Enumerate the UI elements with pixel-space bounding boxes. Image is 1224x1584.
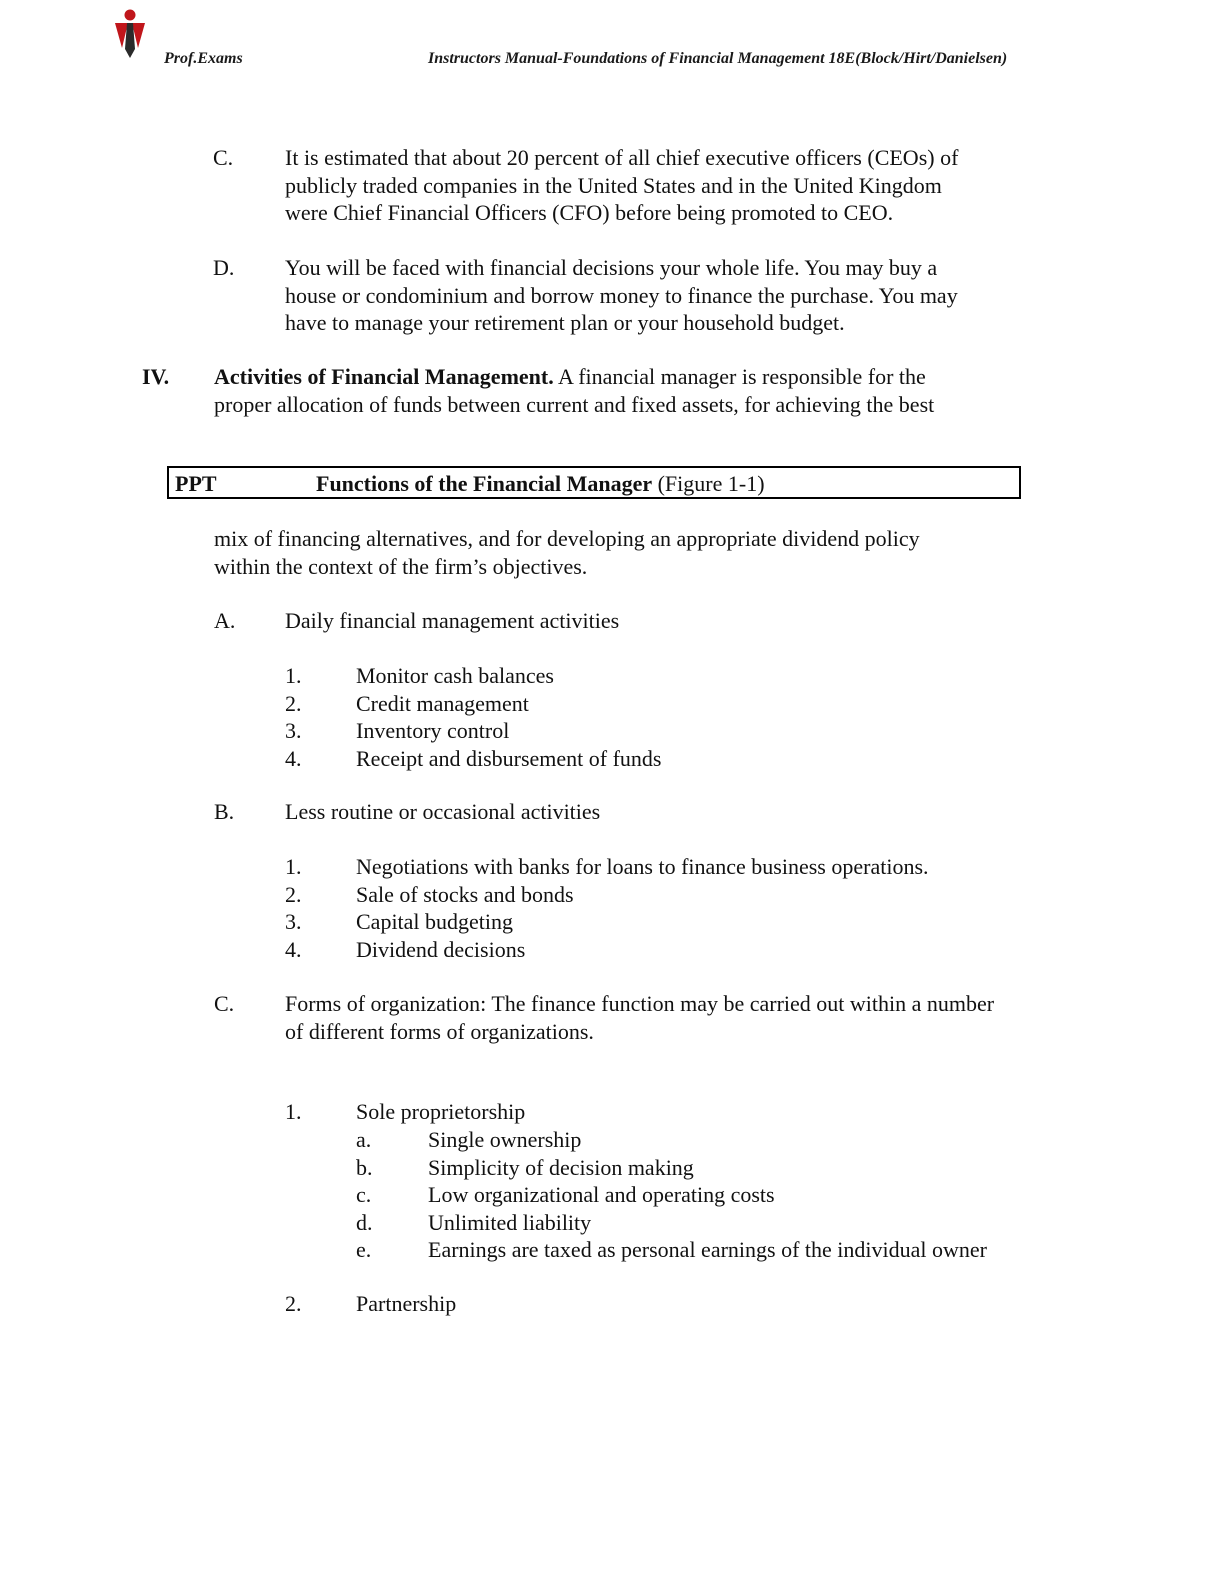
section-d-label: D.	[213, 255, 235, 280]
header-left-text: Prof.Exams	[164, 50, 243, 67]
sub-a-list	[285, 662, 662, 772]
list-item: a. Single ownership	[356, 1127, 582, 1152]
ppt-tag: PPT	[175, 471, 217, 496]
ppt-callout-box	[167, 466, 1021, 499]
list-item: 2. Sale of stocks and bonds	[285, 881, 574, 907]
text-line: were Chief Financial Officers (CFO) before being promoted to CEO.	[285, 200, 894, 225]
sub-a-label: A.	[214, 608, 236, 633]
sub-b-label: B.	[214, 799, 235, 824]
sub-c-item-1-text: Sole proprietorship	[356, 1099, 526, 1124]
sub-a-title: Daily financial management activities	[285, 608, 620, 633]
text-line: It is estimated that about 20 percent of all chief executive officers (CEOs) of	[285, 145, 959, 170]
section-d-paragraph	[285, 254, 958, 337]
text-line: proper allocation of funds between current and fixed assets, for achieving the best	[214, 391, 935, 417]
sub-c-item-2-text: Partnership	[356, 1291, 457, 1316]
text-line: of different forms of organizations.	[285, 1018, 594, 1044]
ppt-figure-ref: (Figure 1-1)	[652, 471, 765, 496]
header-right-text: Instructors Manual-Foundations of Financial Management 18E(Block/Hirt/Danielsen)	[428, 50, 1008, 67]
sub-c-item-2-num: 2.	[285, 1291, 302, 1316]
brand-logo-icon	[112, 4, 148, 60]
text-span: A financial manager is responsible for the	[553, 364, 926, 389]
section-iv-heading: Activities of Financial Management.	[214, 364, 554, 389]
section-c-paragraph	[285, 144, 958, 227]
sub-c-paragraph	[285, 990, 994, 1045]
text-line: within the context of the firm’s objectives.	[214, 553, 588, 579]
list-item: d. Unlimited liability	[356, 1209, 592, 1235]
text-line: publicly traded companies in the United States and in the United Kingdom	[285, 172, 942, 198]
list-item: 1. Negotiations with banks for loans to finance business operations.	[285, 854, 929, 879]
sub-c-label: C.	[214, 991, 235, 1016]
list-item: 4. Dividend decisions	[285, 936, 526, 962]
text-line: You will be faced with financial decisions your whole life. You may buy a	[285, 255, 938, 280]
list-item: 1. Monitor cash balances	[285, 663, 554, 688]
text-line: Forms of organization: The finance function may be carried out within a number	[285, 991, 995, 1016]
text-line: mix of financing alternatives, and for developing an appropriate dividend policy	[214, 526, 920, 551]
ppt-title	[316, 471, 765, 497]
list-item: e. Earnings are taxed as personal earnings of the individual owner	[356, 1237, 987, 1262]
text-line: house or condominium and borrow money to finance the purchase. You may	[285, 282, 958, 308]
list-item: c. Low organizational and operating costs	[356, 1182, 775, 1207]
section-iv-label: IV.	[142, 364, 170, 389]
list-item: b. Simplicity of decision making	[356, 1154, 694, 1180]
section-c-label: C.	[213, 145, 234, 170]
list-item: 3. Inventory control	[285, 718, 510, 743]
list-item: 3. Capital budgeting	[285, 909, 514, 934]
sub-b-list	[285, 853, 929, 963]
sub-b-title: Less routine or occasional activities	[285, 799, 601, 824]
section-iv-paragraph	[214, 363, 934, 418]
sub-c-item-1-sublist	[356, 1126, 987, 1264]
list-item: 2. Credit management	[285, 690, 529, 716]
ppt-title-text: Functions of the Financial Manager	[316, 471, 653, 496]
list-item: 4. Receipt and disbursement of funds	[285, 745, 662, 771]
text-line: have to manage your retirement plan or your household budget.	[285, 310, 845, 335]
continuation-paragraph	[214, 525, 920, 580]
sub-c-item-1-num: 1.	[285, 1099, 302, 1124]
